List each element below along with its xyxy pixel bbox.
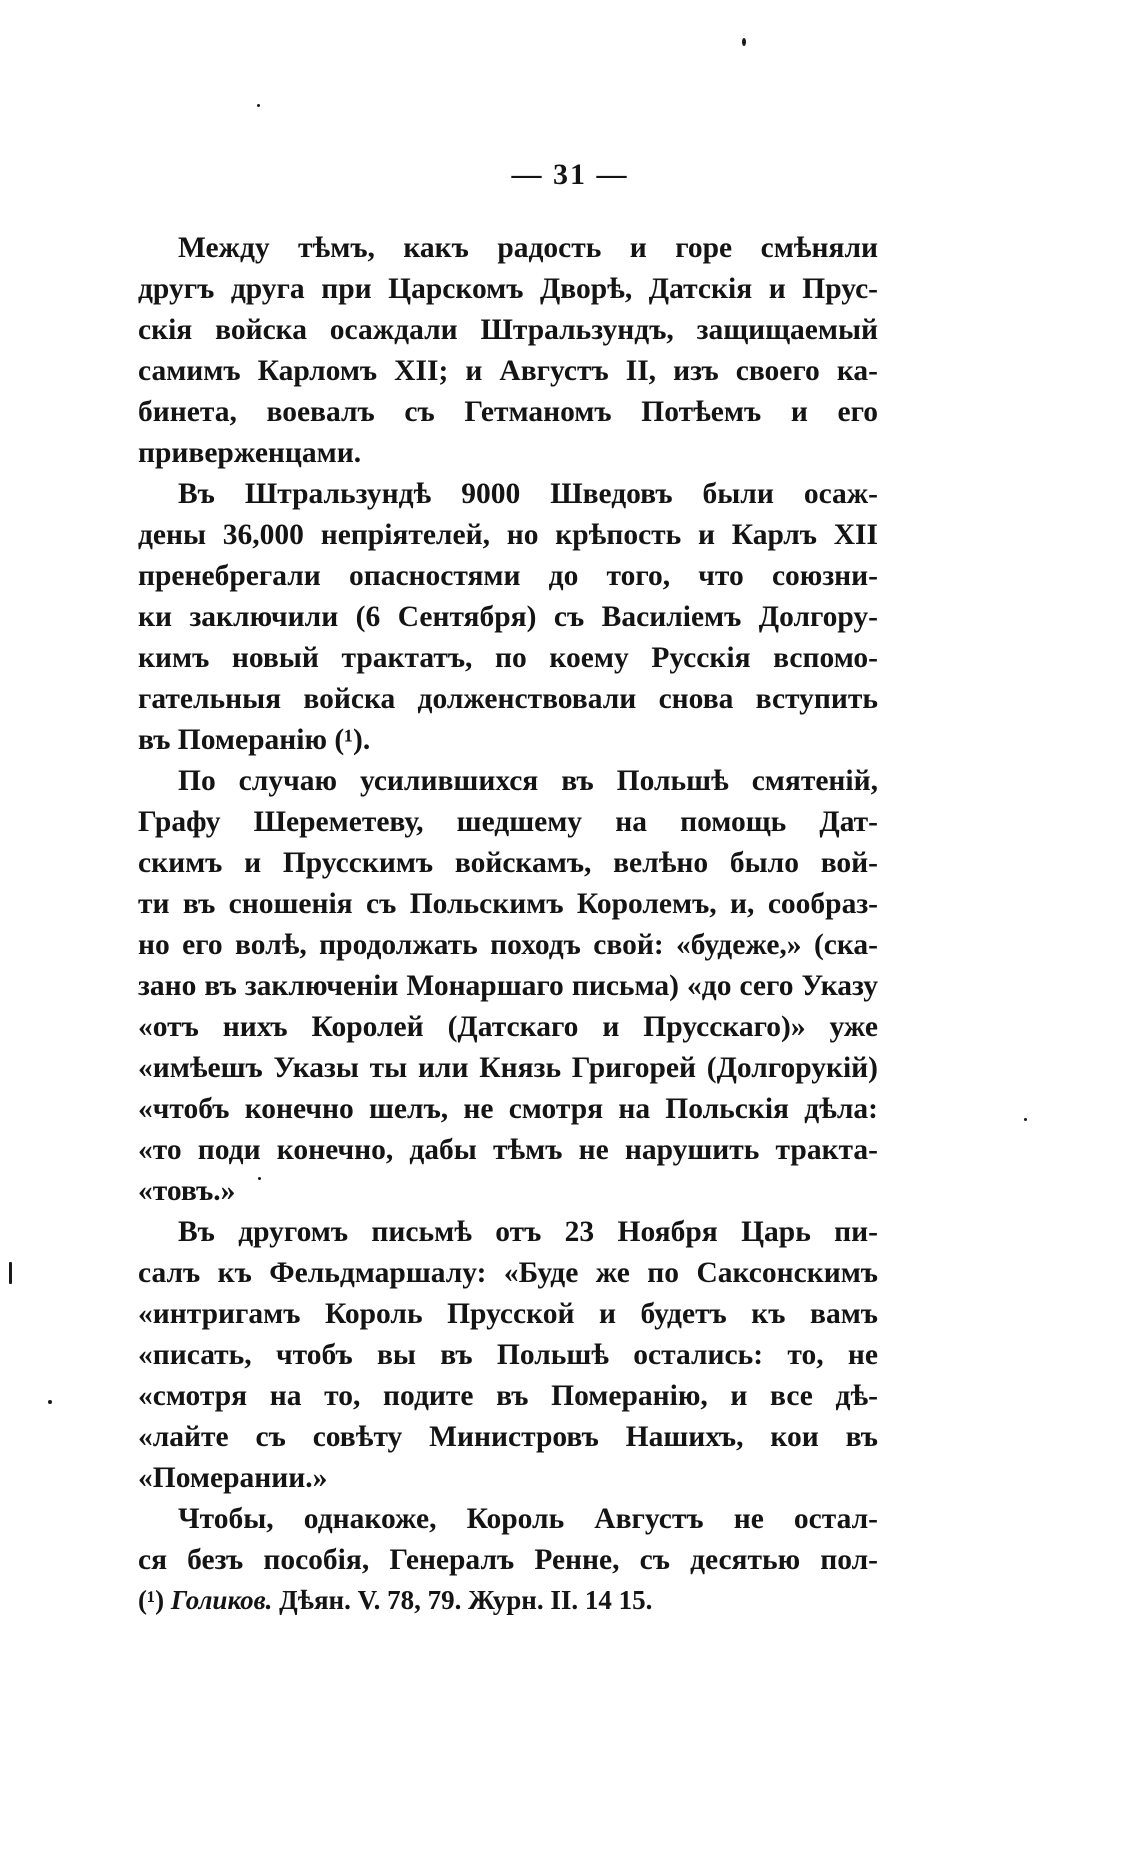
text-line: ти въ сношенія съ Польскимъ Королемъ, и, сообраз- — [138, 888, 878, 920]
text-line: Въ другомъ письмѣ отъ 23 Ноября Царь пи- — [178, 1216, 878, 1248]
text-line: Между тѣмъ, какъ радость и горе смѣняли — [178, 232, 878, 264]
scan-speck — [48, 1400, 52, 1404]
footnote-author: Голиков. — [170, 1585, 273, 1615]
text-line: скимъ и Прусскимъ войскамъ, велѣно было вой- — [138, 847, 878, 879]
scan-speck — [9, 1262, 12, 1284]
text-line: «лайте съ совѣту Министровъ Нашихъ, кои въ — [138, 1421, 878, 1453]
text-line: зано въ заключеніи Монаршаго письма) «до сего Указу — [138, 970, 878, 1002]
text-line: кимъ новый трактатъ, по коему Русскія вспомо- — [138, 642, 878, 674]
text-line: пренебрегали опасностями до того, что союзни- — [138, 560, 878, 592]
text-line: «писать, чтобъ вы въ Польшѣ остались: то, не — [138, 1339, 878, 1371]
text-line: ся безъ пособія, Генералъ Ренне, съ десятью пол- — [138, 1544, 878, 1576]
text-line: «имѣешъ Указы ты или Князь Григорей (Долгорукій) — [138, 1052, 878, 1084]
scan-speck — [258, 1177, 261, 1180]
text-line: Чтобы, однакоже, Король Августъ не остал- — [178, 1503, 878, 1535]
footnote-mark: (¹) — [138, 1585, 165, 1615]
text-line: приверженцами. — [138, 437, 362, 469]
footnote-text: Дѣян. V. 78, 79. Журн. II. 14 15. — [279, 1585, 653, 1615]
scan-speck — [257, 104, 260, 107]
text-line: Въ Штральзундѣ 9000 Шведовъ были осаж- — [178, 478, 878, 510]
text-line: гательныя войска долженствовали снова вступить — [138, 683, 878, 715]
text-line: «отъ нихъ Королей (Датскаго и Прусскаго)» уже — [138, 1011, 878, 1043]
text-line: По случаю усилившихся въ Польшѣ смятеній, — [178, 765, 878, 797]
text-line: «Померании.» — [138, 1462, 328, 1494]
footnote — [138, 1580, 878, 1620]
scan-speck — [1024, 1118, 1027, 1121]
text-line: но его волѣ, продолжать походъ свой: «будеже,» (ска- — [138, 929, 878, 961]
text-line: другъ друга при Царскомъ Дворѣ, Датскія и Прус- — [138, 273, 878, 305]
text-line: ки заключили (6 Сентября) съ Василіемъ Долгору- — [138, 601, 878, 633]
text-line: «товъ.» — [138, 1175, 236, 1207]
text-line: «смотря на то, подите въ Померанію, и все дѣ- — [138, 1380, 878, 1412]
scan-speck — [742, 38, 746, 46]
text-line: Графу Шереметеву, шедшему на помощь Дат- — [138, 806, 878, 838]
text-line: «то поди конечно, дабы тѣмъ не нарушить тракта- — [138, 1134, 878, 1166]
text-line: скія войска осаждали Штральзундъ, защищаемый — [138, 314, 878, 346]
text-line: самимъ Карломъ XII; и Августъ II, изъ своего ка- — [138, 355, 878, 387]
body-text — [138, 228, 878, 1581]
page-number: — 31 — — [511, 158, 629, 191]
text-line: салъ къ Фельдмаршалу: «Буде же по Саксонскимъ — [138, 1257, 878, 1289]
text-line: «интригамъ Король Прусской и будетъ къ вамъ — [138, 1298, 878, 1330]
text-line: въ Померанію (¹). — [138, 724, 371, 756]
text-line: дены 36,000 непріятелей, но крѣпость и Карлъ XII — [138, 519, 878, 551]
text-line: бинета, воевалъ съ Гетманомъ Потѣемъ и его — [138, 396, 878, 428]
text-line: «чтобъ конечно шелъ, не смотря на Польскія дѣла: — [138, 1093, 878, 1125]
